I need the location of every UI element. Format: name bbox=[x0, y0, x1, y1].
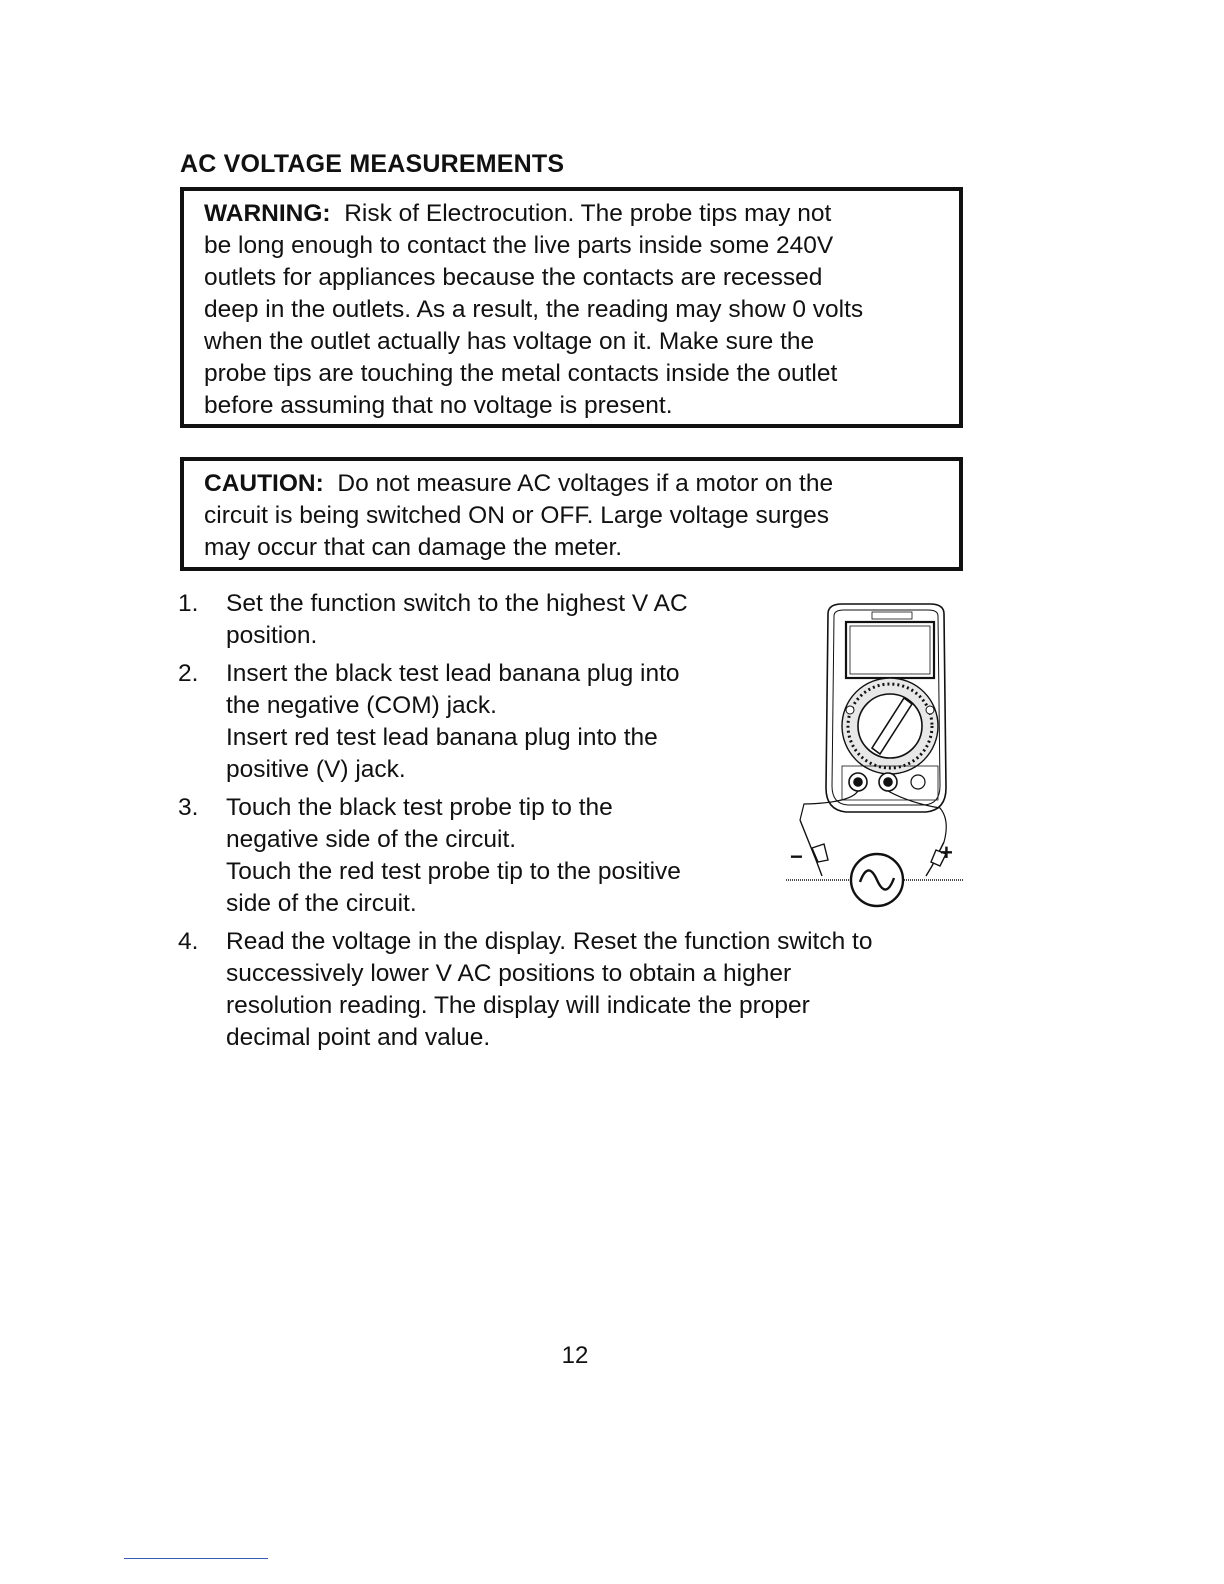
step-3 bbox=[178, 792, 806, 920]
caution-text-line: circuit is being switched ON or OFF. Large voltage surges bbox=[204, 502, 830, 529]
warning-text-line: Risk of Electrocution. The probe tips may not bbox=[344, 200, 832, 227]
step-number: 1. bbox=[178, 590, 199, 617]
warning-first-line bbox=[204, 200, 831, 227]
step-text-line: resolution reading. The display will indicate the proper bbox=[226, 992, 810, 1019]
step-text-line: Touch the red test probe tip to the positive bbox=[226, 858, 681, 885]
step-number: 4. bbox=[178, 928, 199, 955]
multimeter-illustration bbox=[780, 598, 970, 908]
step-4 bbox=[178, 926, 968, 1054]
footer-rule bbox=[124, 1558, 268, 1559]
step-number: 2. bbox=[178, 660, 199, 687]
caution-box bbox=[180, 457, 963, 571]
warning-text-line: when the outlet actually has voltage on it. Make sure the bbox=[204, 328, 815, 355]
step-text-line: Insert red test lead banana plug into the bbox=[226, 724, 658, 751]
step-text-line: side of the circuit. bbox=[226, 890, 417, 917]
multimeter-icon bbox=[800, 604, 946, 842]
step-text-line: Read the voltage in the display. Reset the function switch to bbox=[226, 928, 873, 955]
step-text-line: positive (V) jack. bbox=[226, 756, 406, 783]
caution-label: CAUTION: bbox=[204, 470, 324, 497]
step-2 bbox=[178, 658, 806, 786]
warning-text-line: outlets for appliances because the contacts are recessed bbox=[204, 264, 823, 291]
step-text-line: Set the function switch to the highest V AC bbox=[226, 590, 688, 617]
warning-label: WARNING: bbox=[204, 200, 331, 227]
step-text-line: negative side of the circuit. bbox=[226, 826, 517, 853]
step-text-line: decimal point and value. bbox=[226, 1024, 491, 1051]
minus-sign: − bbox=[790, 844, 803, 869]
section-title: AC VOLTAGE MEASUREMENTS bbox=[180, 150, 565, 178]
step-number: 3. bbox=[178, 794, 199, 821]
page-number: 12 bbox=[561, 1342, 589, 1369]
step-text-line: successively lower V AC positions to obtain a higher bbox=[226, 960, 792, 987]
warning-text-line: be long enough to contact the live parts inside some 240V bbox=[204, 232, 834, 259]
black-probe-icon bbox=[800, 820, 828, 876]
step-text-line: Touch the black test probe tip to the bbox=[226, 794, 613, 821]
step-text-line: position. bbox=[226, 622, 318, 649]
warning-text-line: probe tips are touching the metal contacts inside the outlet bbox=[204, 360, 838, 387]
caution-text-line: may occur that can damage the meter. bbox=[204, 534, 623, 561]
step-1 bbox=[178, 588, 806, 652]
warning-box bbox=[180, 187, 963, 428]
warning-text-line: before assuming that no voltage is present. bbox=[204, 392, 673, 419]
warning-text-line: deep in the outlets. As a result, the reading may show 0 volts bbox=[204, 296, 864, 323]
step-text-line: the negative (COM) jack. bbox=[226, 692, 497, 719]
step-text-line: Insert the black test lead banana plug into bbox=[226, 660, 680, 687]
caution-text-line: Do not measure AC voltages if a motor on the bbox=[337, 470, 834, 497]
plus-sign: + bbox=[940, 840, 953, 865]
ac-source-icon bbox=[851, 854, 903, 906]
